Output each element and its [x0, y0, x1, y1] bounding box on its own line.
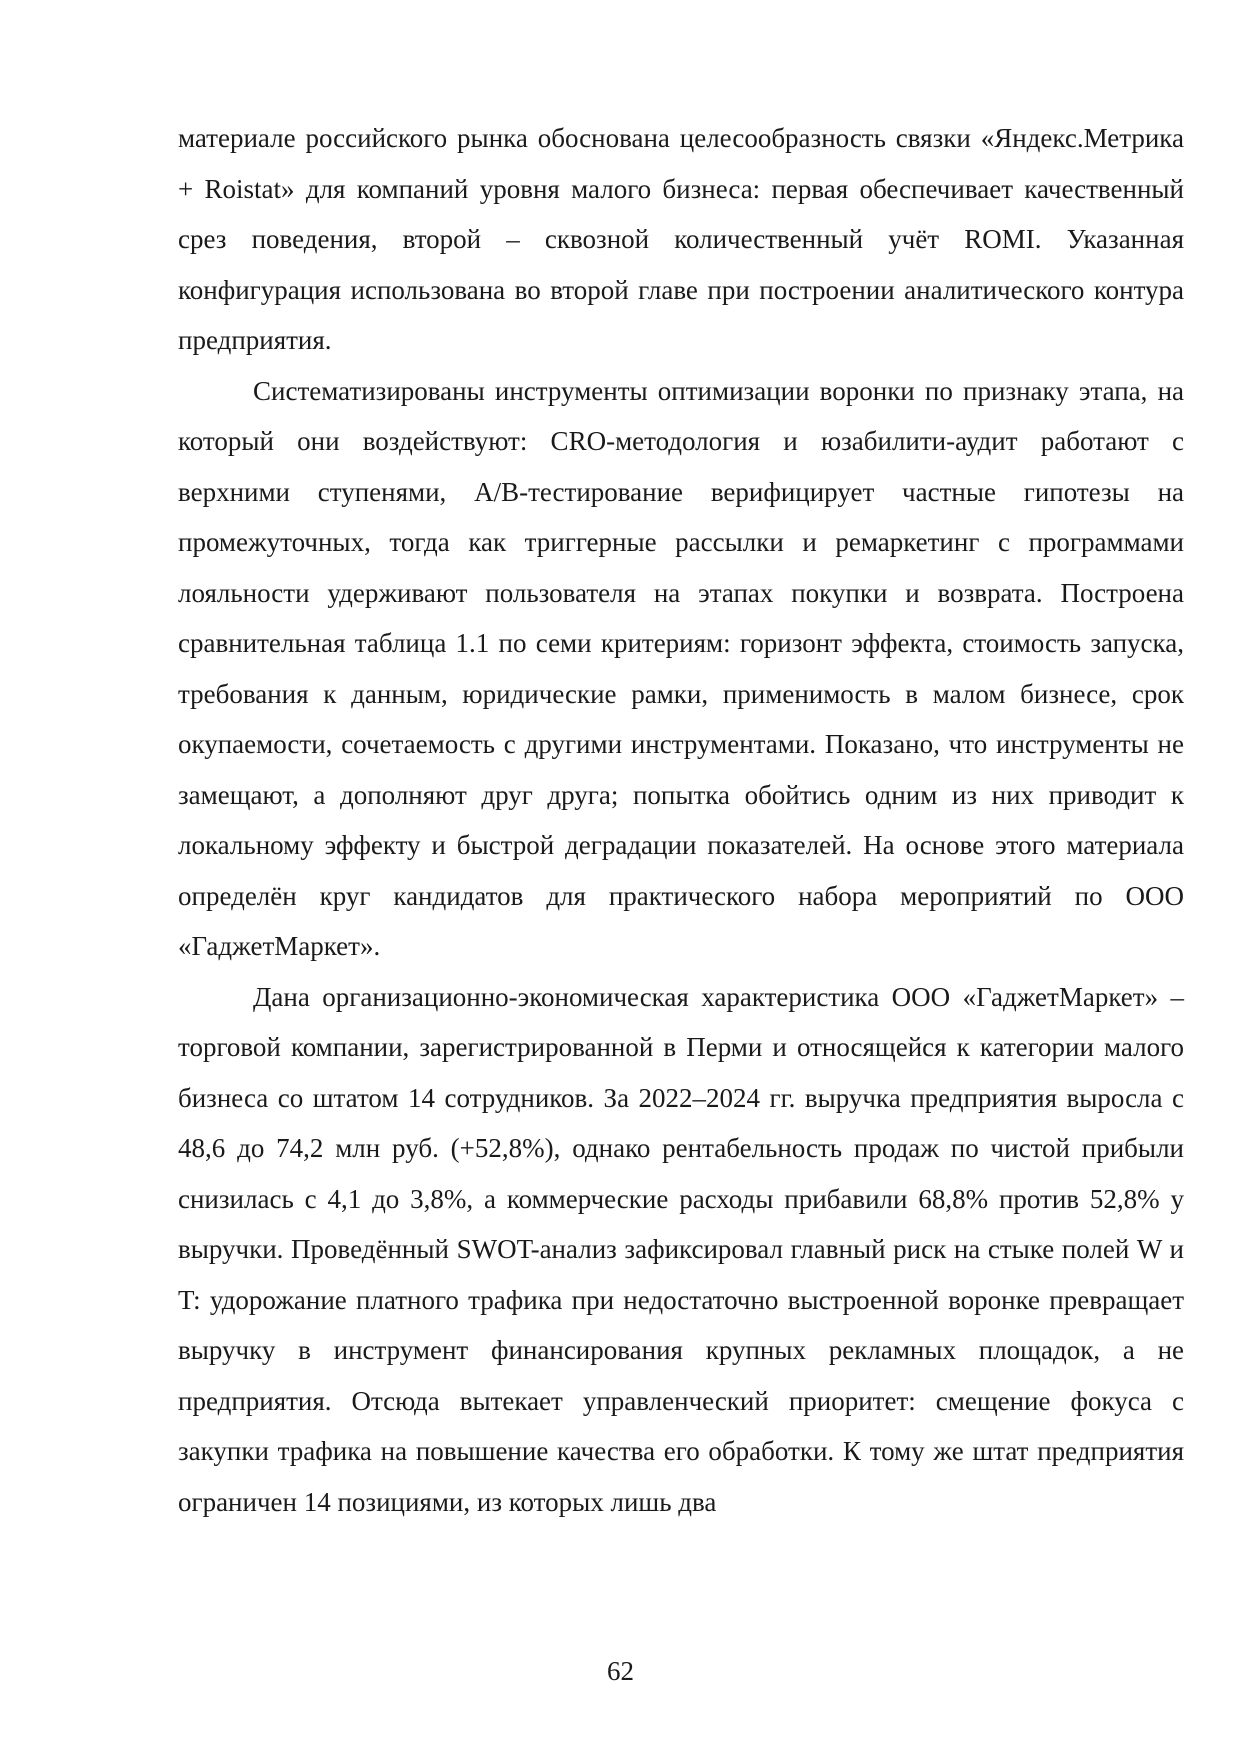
body-paragraph-3: Дана организационно-экономическая характеристика ООО «ГаджетМаркет» – торговой компании, зарегистрированной в Перми и относящейся к категории малого бизнеса со штатом 14 сотрудников. За 2022–2024 гг. выручка предприятия выросла с 48,6 до 74,2 млн руб. (+52,8%), однако рентабельность продаж по чистой прибыли снизилась с 4,1 до 3,8%, а коммерческие расходы прибавили 68,8% против 52,8% у выручки. Проведённый SWOT-анализ зафиксировал главный риск на стыке полей W и T: удорожание платного трафика при недостаточно выстроенной воронке превращает выручку в инструмент финансирования крупных рекламных площадок, а не предприятия. Отсюда вытекает управленческий приоритет: смещение фокуса с закупки трафика на повышение качества его обработки. К тому же штат предприятия ограничен 14 позициями, из которых лишь два [178, 981, 1184, 1517]
page-body [178, 113, 1184, 1527]
body-paragraph-1: материале российского рынка обоснована целесообразность связки «Яндекс.Метрика + Roistat» для компаний уровня малого бизнеса: первая обеспечивает качественный срез поведения, второй – сквозной количественный учёт ROMI. Указанная конфигурация использована во второй главе при построении аналитического контура предприятия. [178, 123, 1184, 355]
body-paragraph-2: Систематизированы инструменты оптимизации воронки по признаку этапа, на который они воздействуют: CRO-методология и юзабилити-аудит работают с верхними ступенями, A/B-тестирование верифицирует частные гипотезы на промежуточных, тогда как триггерные рассылки и ремаркетинг с программами лояльности удерживают пользователя на этапах покупки и возврата. Построена сравнительная таблица 1.1 по семи критериям: горизонт эффекта, стоимость запуска, требования к данным, юридические рамки, применимость в малом бизнесе, срок окупаемости, сочетаемость с другими инструментами. Показано, что инструменты не замещают, а дополняют друг друга; попытка обойтись одним из них приводит к локальному эффекту и быстрой деградации показателей. На основе этого материала определён круг кандидатов для практического набора мероприятий по ООО «ГаджетМаркет». [178, 375, 1184, 961]
page-number: 62 [607, 1656, 634, 1686]
